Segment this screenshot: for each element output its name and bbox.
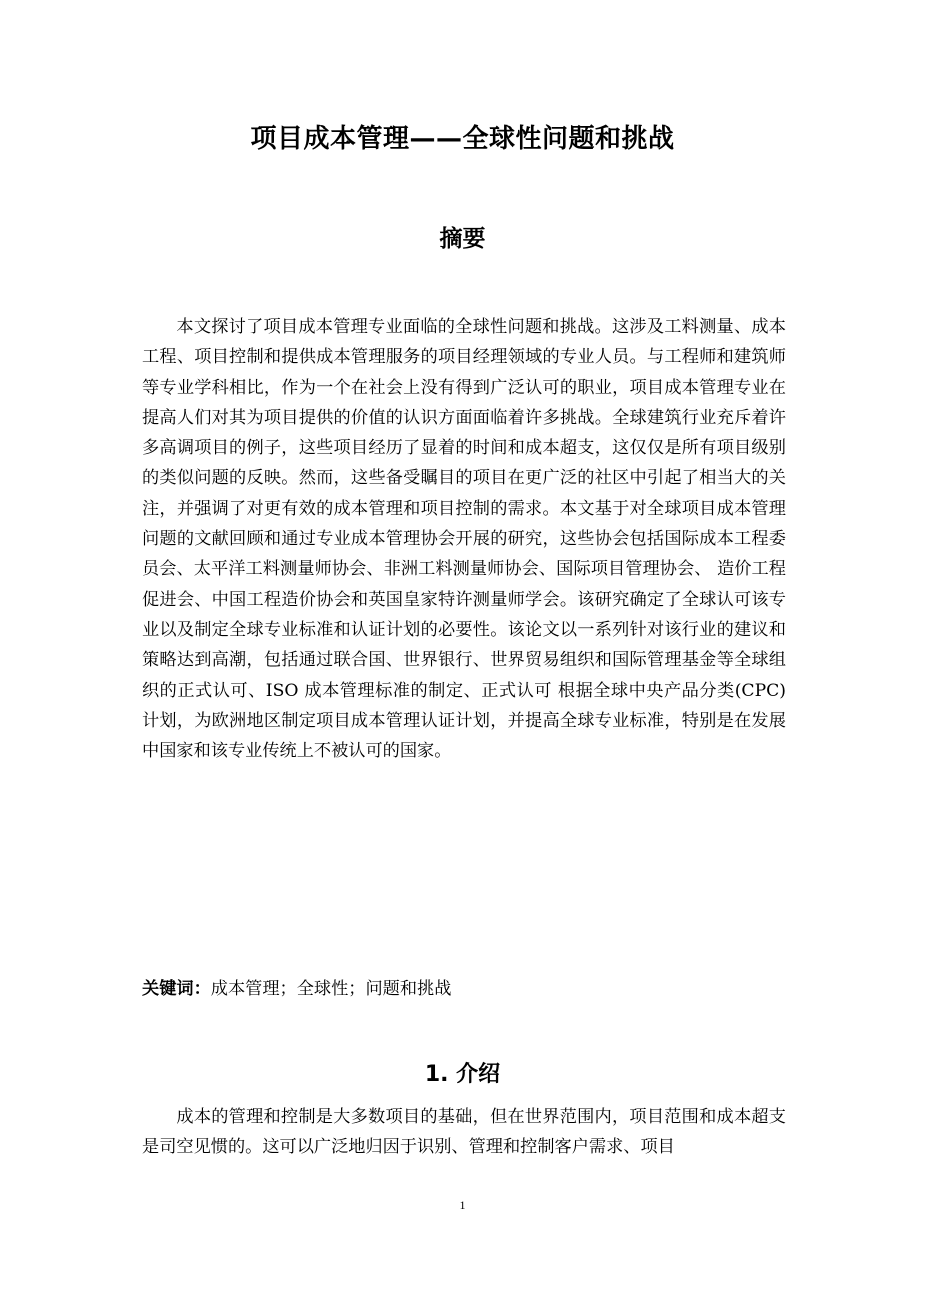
introduction-paragraph: 成本的管理和控制是大多数项目的基础，但在世界范围内，项目范围和成本超支是司空见惯的。这可以广泛地归因于识别、管理和控制客户需求、项目 bbox=[142, 1107, 786, 1158]
document-title: 项目成本管理——全球性问题和挑战 bbox=[250, 124, 675, 154]
page-number: 1 bbox=[459, 1198, 466, 1212]
keywords-line bbox=[142, 975, 786, 1003]
keywords-label: 关键词： bbox=[142, 979, 211, 999]
keywords-value: 成本管理；全球性；问题和挑战 bbox=[210, 979, 452, 999]
abstract-paragraph: 本文探讨了项目成本管理专业面临的全球性问题和挑战。这涉及工料测量、成本工程、项目控制和提供成本管理服务的项目经理领域的专业人员。与工程师和建筑师等专业学科相比，作为一个在社会上没有得到广泛认可的职业，项目成本管理专业在提高人们对其为项目提供的价值的认识方面面临着许多挑战。全球建筑行业充斥着许多高调项目的例子，这些项目经历了显着的时间和成本超支，这仅仅是所有项目级别的类似问题的反映。然而，这些备受瞩目的项目在更广泛的社区中引起了相当大的关注，并强调了对更有效的成本管理和项目控制的需求。本文基于对全球项目成本管理问题的文献回顾和通过专业成本管理协会开展的研究，这些协会包括国际成本工程委员会、太平洋工料测量师协会、非洲工料测量师协会、国际项目管理协会、 造价工程促进会、中国工程造价协会和英国皇家特许测量师学会。该研究确定了全球认可该专业以及制定全球专业标准和认证计划的必要性。该论文以一系列针对该行业的建议和策略达到高潮，包括通过联合国、世界银行、世界贸易组织和国际管理基金等全球组织的正式认可、ISO 成本管理标准的制定、正式认可 根据全球中央产品分类(CPC)计划，为欧洲地区制定项目成本管理认证计划，并提高全球专业标准，特别是在发展中国家和该专业传统上不被认可的国家。 bbox=[142, 317, 786, 762]
abstract-heading: 摘要 bbox=[439, 226, 486, 252]
section-heading-introduction: 1. 介绍 bbox=[424, 1062, 501, 1087]
